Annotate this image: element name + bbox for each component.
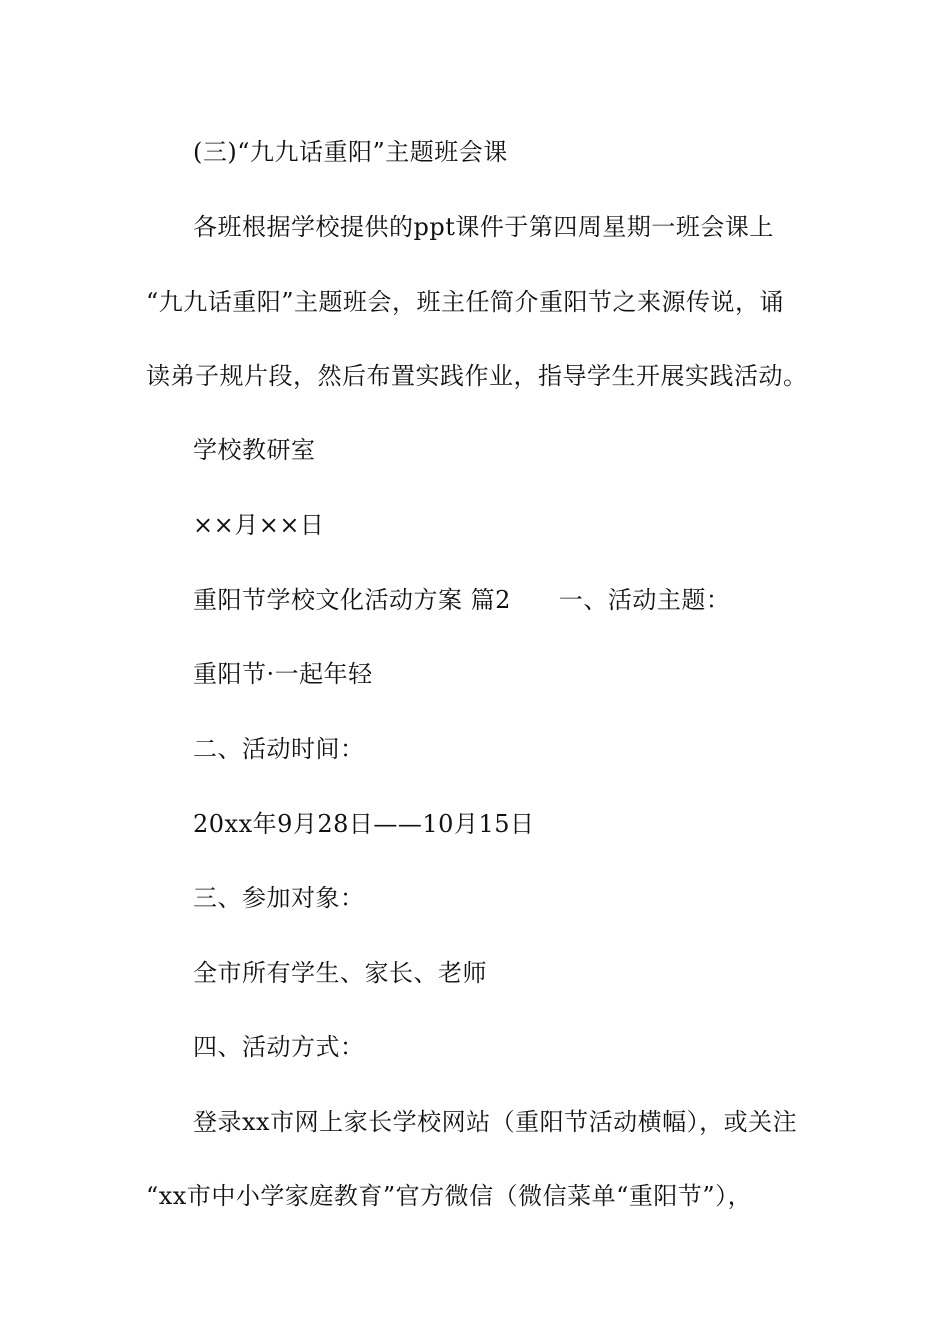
signature-date: ××月××日: [193, 511, 325, 539]
paragraph-line: 读弟子规片段，然后布置实践作业，指导学生开展实践活动。: [146, 362, 808, 390]
paragraph-line: “九九话重阳”主题班会，班主任简介重阳节之来源传说，诵: [146, 288, 785, 316]
section-heading-class-meeting: (三)“九九话重阳”主题班会课: [193, 138, 508, 166]
plan-title: 重阳节学校文化活动方案 篇2: [193, 586, 511, 614]
plan-title-line: [193, 585, 730, 615]
participants-value: 全市所有学生、家长、老师: [193, 959, 487, 987]
activity-theme-value: 重阳节·一起年轻: [193, 660, 373, 688]
activity-theme-heading: 一、活动主题：: [558, 586, 731, 614]
paragraph-line: “xx市中小学家庭教育”官方微信（微信菜单“重阳节”），: [146, 1182, 753, 1210]
activity-time-value: 20xx年9月28日——10月15日: [193, 810, 535, 838]
paragraph-line: 各班根据学校提供的ppt课件于第四周星期一班会课上: [193, 213, 774, 241]
participants-heading: 三、参加对象：: [193, 884, 365, 912]
signature-office: 学校教研室: [193, 436, 316, 464]
paragraph-line: 登录xx市网上家长学校网站（重阳节活动横幅），或关注: [193, 1108, 798, 1136]
activity-time-heading: 二、活动时间：: [193, 735, 365, 763]
activity-method-heading: 四、活动方式：: [193, 1033, 365, 1061]
